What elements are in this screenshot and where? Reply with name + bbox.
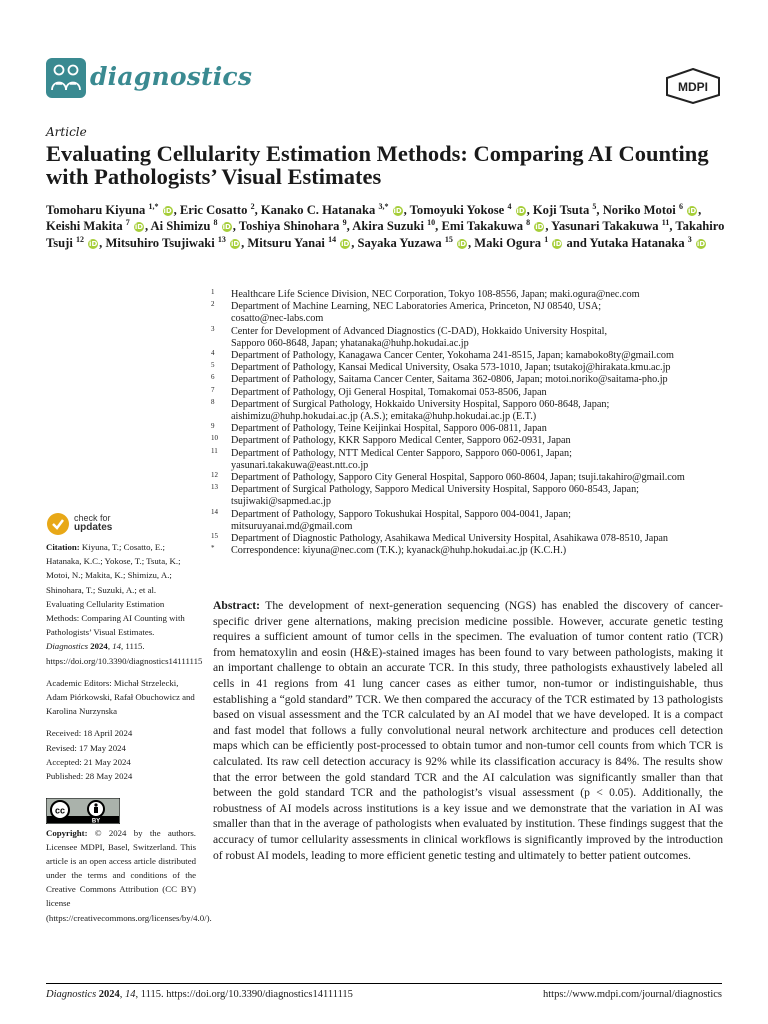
affiliation-number: 10 <box>211 434 218 443</box>
footer-year: 2024 <box>98 989 120 1000</box>
author-name-text: Kanako C. Hatanaka <box>260 203 376 217</box>
affiliation-item <box>211 472 731 484</box>
author-name[interactable] <box>247 236 351 250</box>
author-name-text: Tomoyuki Yokose <box>409 203 505 217</box>
author-name-text: Mitsuru Yanai <box>247 235 325 250</box>
affiliation-item <box>211 399 731 423</box>
author-name-text: Yasunari Takakuwa <box>551 219 659 234</box>
sidebar <box>46 540 203 791</box>
footer-doi[interactable]: , 1115. https://doi.org/10.3390/diagnostics14111115 <box>135 989 353 1000</box>
affiliation-number: 14 <box>211 507 218 516</box>
affiliation-number: 1 <box>211 288 215 296</box>
author-affiliation-sup: 14 <box>328 234 337 244</box>
author-name[interactable] <box>352 219 435 233</box>
check-updates-line2: updates <box>74 522 113 533</box>
footer-volume: 14 <box>125 989 136 1000</box>
affiliation-item <box>211 350 731 362</box>
author-name[interactable] <box>46 219 145 233</box>
publication-date: Accepted: 21 May 2024 <box>46 756 131 767</box>
footer-journal: Diagnostics <box>46 989 97 1000</box>
citation-block: Citation: Kiyuna, T.; Cosatto, E.; Hatanaka, K.C.; Yokose, T.; Tsuta, K.; Motoi, N.; Makita, K.; Shimizu, A.; Shinohara, T.; Suzuki, A.; et al. Evaluating Cellularity Estimation Methods: Comparing AI Counting with Pathologists’ Visual Estimates. Diagnostics 2024, 14, 1115. https://doi.org/10.3390/diagnostics14111115 <box>46 542 203 666</box>
author-affiliation-sup: 13 <box>217 234 226 244</box>
orcid-icon[interactable]: iD <box>89 239 98 248</box>
author-name[interactable] <box>533 203 597 217</box>
affiliation-item <box>211 509 731 533</box>
affiliation-line: Department of Pathology, Oji General Hospital, Tomakomai 053-8506, Japan <box>231 386 547 398</box>
cc-by-license-icon[interactable] <box>46 798 120 824</box>
author-name-text: Ai Shimizu <box>150 219 211 234</box>
affiliation-item <box>211 533 731 545</box>
author-name[interactable] <box>441 219 545 233</box>
author-name-text: Eric Cosatto <box>179 203 248 217</box>
author-name[interactable] <box>180 203 255 217</box>
affiliation-item <box>211 326 731 350</box>
by-label: BY <box>91 818 101 824</box>
author-affiliation-sup: 15 <box>444 234 453 244</box>
author-affiliation-sup: 4 <box>507 201 512 211</box>
author-name-text: Maki Ogura <box>474 235 542 250</box>
affiliation-line: Department of Pathology, Sapporo Tokushukai Hospital, Sapporo 004-0041, Japan; <box>231 508 571 520</box>
affiliation-line: Department of Pathology, Teine Keijinkai Hospital, Sapporo 006-0811, Japan <box>231 423 547 435</box>
orcid-icon[interactable]: iD <box>516 207 525 216</box>
footer-journal-url[interactable]: https://www.mdpi.com/journal/diagnostics <box>543 989 722 1000</box>
affiliation-item <box>211 289 731 301</box>
author-name-text: Koji Tsuta <box>532 203 590 217</box>
publication-date: Revised: 17 May 2024 <box>46 742 126 753</box>
affiliation-item <box>211 374 731 386</box>
author-name[interactable] <box>151 219 233 233</box>
affiliation-number: 5 <box>211 361 215 370</box>
editors-label: Academic Editors: <box>46 677 112 688</box>
affiliation-line: Center for Development of Advanced Diagnostics (C-DAD), Hokkaido University Hospital, <box>231 325 608 337</box>
author-name[interactable] <box>358 236 468 250</box>
affiliation-number: 3 <box>211 324 215 333</box>
orcid-icon[interactable]: iD <box>222 223 231 232</box>
footer-divider <box>46 983 722 984</box>
author-name[interactable] <box>551 219 669 233</box>
affiliation-number: 8 <box>211 397 215 406</box>
copyright-block <box>46 826 212 925</box>
affiliation-line: Sapporo 060-8648, Japan; yhatanaka@huhp.hokudai.ac.jp <box>231 337 469 349</box>
mdpi-label: MDPI <box>678 80 708 94</box>
affiliation-number: 12 <box>211 471 218 480</box>
abstract-label: Abstract: <box>213 599 261 612</box>
author-affiliation-sup: 1,* <box>148 201 159 211</box>
affiliation-line: mitsuruyanai.md@gmail.com <box>231 520 353 532</box>
affiliation-line: Department of Pathology, Kansai Medical University, Osaka 573-1010, Japan; tsutakoj@hirakata.kmu.ac.jp <box>231 362 671 374</box>
affiliation-line: Department of Machine Learning, NEC Laboratories America, Princeton, NJ 08540, USA; <box>231 301 602 313</box>
affiliation-line: Department of Pathology, Saitama Cancer Center, Saitama 362-0806, Japan; motoi.noriko@saitama-pho.jp <box>231 374 668 386</box>
affiliation-line: Department of Surgical Pathology, Hokkaido University Hospital, Sapporo 060-8648, Japan; <box>231 398 610 410</box>
author-name-text: Tomoharu Kiyuna <box>46 203 146 217</box>
author-name-text: Emi Takakuwa <box>441 219 523 234</box>
affiliation-number: 6 <box>211 373 215 382</box>
affiliation-item <box>211 435 731 447</box>
article-title: Evaluating Cellularity Estimation Methods: Comparing AI Counting with Pathologists’ Visual Estimates <box>46 141 709 189</box>
citation-pages[interactable]: , 1115. https://doi.org/10.3390/diagnostics14111115 <box>46 641 203 666</box>
orcid-icon[interactable]: iD <box>341 239 350 248</box>
affiliation-line: Healthcare Life Science Division, NEC Corporation, Tokyo 108-8556, Japan; maki.ogura@nec.com <box>231 289 640 300</box>
orcid-icon[interactable]: iD <box>393 207 402 216</box>
affiliation-item <box>211 545 731 557</box>
author-name-text: Takahiro Tsuji <box>46 219 725 250</box>
affiliation-item <box>211 448 731 472</box>
affiliation-item <box>211 423 731 435</box>
affiliation-item <box>211 484 731 508</box>
footer-citation: Diagnostics 2024, 14, 1115. https://doi.org/10.3390/diagnostics14111115 <box>46 989 353 1000</box>
affiliation-item <box>211 301 731 325</box>
author-name[interactable] <box>46 203 174 217</box>
author-name-text: Akira Suzuki <box>352 219 424 234</box>
author-name[interactable] <box>603 203 698 217</box>
author-affiliation-sup: 7 <box>125 218 130 228</box>
affiliations <box>211 289 731 557</box>
orcid-icon[interactable]: iD <box>134 223 144 232</box>
editors-block <box>46 676 196 719</box>
affiliation-number: 11 <box>211 446 218 455</box>
author-name[interactable] <box>410 203 527 217</box>
author-name[interactable] <box>239 219 347 233</box>
citation-year: 2024 <box>90 641 108 652</box>
author-name-text: Keishi Makita <box>46 219 123 234</box>
affiliation-number: 4 <box>211 349 215 358</box>
author-affiliation-sup: 8 <box>213 218 218 228</box>
cc-label: cc <box>54 805 66 816</box>
affiliation-line: Department of Pathology, NTT Medical Center Sapporo, Sapporo 060-0061, Japan; <box>231 447 572 459</box>
abstract-text: The development of next-generation sequencing (NGS) has enabled the discovery of cancer-specific driver gene alternations, making precision medicine possible. However, accurate genetic testing requires a sufficient amount of tumor cells in the specimen. The evaluation of tumor content ratio (TCR) from hematoxylin and eosin (H&E)-stained images has been found to vary between pathologists, making it an important challenge to obtain an accurate TCR. In this study, three pathologists exhaustively labeled all cells in 41 regions from 41 lung cancer cases as either tumor, non-tumor or indistinguishable, thus establishing a “gold standard” TCR. We then compared the accuracy of the TCR estimated by 13 pathologists based on visual assessment and the TCR calculated by an AI model that we have developed. It is a compact and fast model that follows a fully convolutional neural network architecture and produces cell detection maps which can be efficiently post-processed to obtain tumor and non-tumor cell counts from which TCR is calculated. Its raw cell detection accuracy is 92% while its classification accuracy is 84%. The results show that the error between the gold standard TCR and the AI calculation was significantly smaller than that between the gold standard TCR and the pathologist’s visual assessment (p < 0.05). Additionally, the robustness of AI models across institutions is a key issue and we demonstrate that the variation in AI was smaller than that in the average of pathologists when evaluated by institution. These findings suggest that the accuracy of tumor cellularity assessments in clinical workflows is significantly improved by the introduction of robust AI models, leading to more efficient genetic testing and ultimately to better patient outcomes. <box>213 599 723 862</box>
author-name[interactable] <box>474 236 563 250</box>
author-affiliation-sup: 11 <box>661 218 670 228</box>
affiliation-number: 13 <box>211 483 218 492</box>
affiliation-number: * <box>211 544 215 553</box>
author-affiliation-sup: 3,* <box>378 201 389 211</box>
affiliation-line: Department of Pathology, Kanagawa Cancer Center, Yokohama 241-8515, Japan; kamaboko8ty@gmail.com <box>231 350 674 362</box>
copyright-label: Copyright: <box>46 828 88 838</box>
affiliation-number: 9 <box>211 422 215 431</box>
author-name-text: Sayaka Yuzawa <box>357 235 442 250</box>
affiliation-item <box>211 362 731 374</box>
author-affiliation-sup: 6 <box>678 201 683 211</box>
orcid-icon[interactable]: iD <box>696 239 706 248</box>
article-type: Article <box>46 125 87 139</box>
dates-block <box>46 726 196 783</box>
editors-names: Michał Strzelecki, Adam Piórkowski, Rafał Obuchowicz and Karolina Nurzynska <box>46 677 195 717</box>
affiliation-line: Correspondence: kiyuna@nec.com (T.K.); kyanack@huhp.hokudai.ac.jp (K.C.H.) <box>231 545 567 557</box>
journal-name[interactable]: diagnostics <box>90 62 253 91</box>
author-affiliation-sup: 10 <box>427 218 436 228</box>
author-affiliation-sup: 5 <box>592 201 597 211</box>
author-list: Tomoharu Kiyuna $^{1,*}$ iD , Eric Cosatto $^2$, Kanako C. Hatanaka $^{3,*}$ iD , Tomoyuki Yokose $^4$ iD , Koji Tsuta $^5$, Noriko Motoi $^6$ iD , Keishi Makita $^7$ iD , Ai Shimizu $^8$ iD , Toshiya Shinohara $^9$, Akira Suzuki $^{10}$, Emi Takakuwa $^8$ iD , Yasunari Takakuwa $^{11}$, Takahiro Tsuji $^{12}$ iD , Mitsuhiro Tsujiwaki $^{13}$ iD , Mitsuru Yanai $^{14}$ iD , Sayaka Yuzawa $^{15}$ iD , Maki Ogura $^1$ iD and Yutaka Hatanaka $^3$ iD <box>46 201 725 250</box>
mdpi-logo-icon[interactable] <box>664 68 722 104</box>
author-affiliation-sup: 9 <box>342 218 347 228</box>
author-name[interactable] <box>261 203 404 217</box>
affiliation-line: Department of Surgical Pathology, Sapporo Medical University Hospital, Sapporo 060-8543, Japan; <box>231 484 639 496</box>
author-affiliation-sup: 2 <box>250 201 255 211</box>
author-affiliation-sup: 8 <box>526 218 531 228</box>
affiliation-line: Department of Diagnostic Pathology, Asahikawa Medical University Hospital, Asahikawa 078-8510, Japan <box>231 533 669 545</box>
affiliation-number: 2 <box>211 300 215 309</box>
author-name-text: Yutaka Hatanaka <box>589 235 685 250</box>
author-name-text: Mitsuhiro Tsujiwaki <box>105 235 215 250</box>
author-affiliation-sup: 1 <box>544 234 549 244</box>
citation-label: Citation: <box>46 542 80 552</box>
orcid-icon[interactable]: iD <box>535 223 544 232</box>
abstract <box>213 598 723 863</box>
affiliation-line: cosatto@nec-labs.com <box>231 313 324 325</box>
orcid-icon[interactable]: iD <box>688 207 697 216</box>
affiliation-item <box>211 387 731 399</box>
affiliation-number: 15 <box>211 532 218 541</box>
affiliation-line: aishimizu@huhp.hokudai.ac.jp (A.S.); emitaka@huhp.hokudai.ac.jp (E.T.) <box>231 411 537 423</box>
publication-date: Received: 18 April 2024 <box>46 728 133 739</box>
author-name[interactable] <box>590 236 707 250</box>
citation-journal: Diagnostics <box>46 641 89 652</box>
author-affiliation-sup: 12 <box>76 234 84 244</box>
affiliation-line: Department of Pathology, Sapporo City General Hospital, Sapporo 060-8604, Japan; tsuji.takahiro@gmail.com <box>231 472 685 484</box>
author-name-text: Toshiya Shinohara <box>238 219 340 234</box>
orcid-icon[interactable]: iD <box>163 207 172 216</box>
check-updates-line1: check for <box>74 513 111 523</box>
check-updates-icon <box>46 512 70 536</box>
affiliation-line: tsujiwaki@sapmed.ac.jp <box>231 496 331 508</box>
orcid-icon[interactable]: iD <box>230 239 240 248</box>
journal-logo-icon <box>46 58 86 98</box>
check-for-updates-button[interactable] <box>46 512 166 538</box>
citation-volume: 14 <box>112 641 122 652</box>
affiliation-number: 7 <box>211 385 215 394</box>
orcid-icon[interactable]: iD <box>553 239 562 248</box>
publication-date: Published: 28 May 2024 <box>46 771 133 782</box>
orcid-icon[interactable]: iD <box>457 239 467 248</box>
copyright-text: © 2024 by the authors. Licensee MDPI, Basel, Switzerland. This article is an open access article distributed under the terms and conditions of the Creative Commons Attribution (CC BY) license (https://creativecommons.org/licenses/by/4.0/). <box>46 828 212 923</box>
author-affiliation-sup: 3 <box>687 234 692 244</box>
author-name[interactable] <box>105 236 241 250</box>
citation-text: Kiyuna, T.; Cosatto, E.; Hatanaka, K.C.; Yokose, T.; Tsuta, K.; Motoi, N.; Makita, K.; Shimizu, A.; Shinohara, T.; Suzuki, A.; et al. Evaluating Cellularity Estimation Methods: Comparing AI Counting with Pathologists’ Visual Estimates. <box>46 542 185 638</box>
affiliation-line: yasunari.takakuwa@east.ntt.co.jp <box>231 459 369 471</box>
author-name-text: Noriko Motoi <box>602 203 676 217</box>
affiliation-line: Department of Pathology, KKR Sapporo Medical Center, Sapporo 062-0931, Japan <box>231 435 571 447</box>
